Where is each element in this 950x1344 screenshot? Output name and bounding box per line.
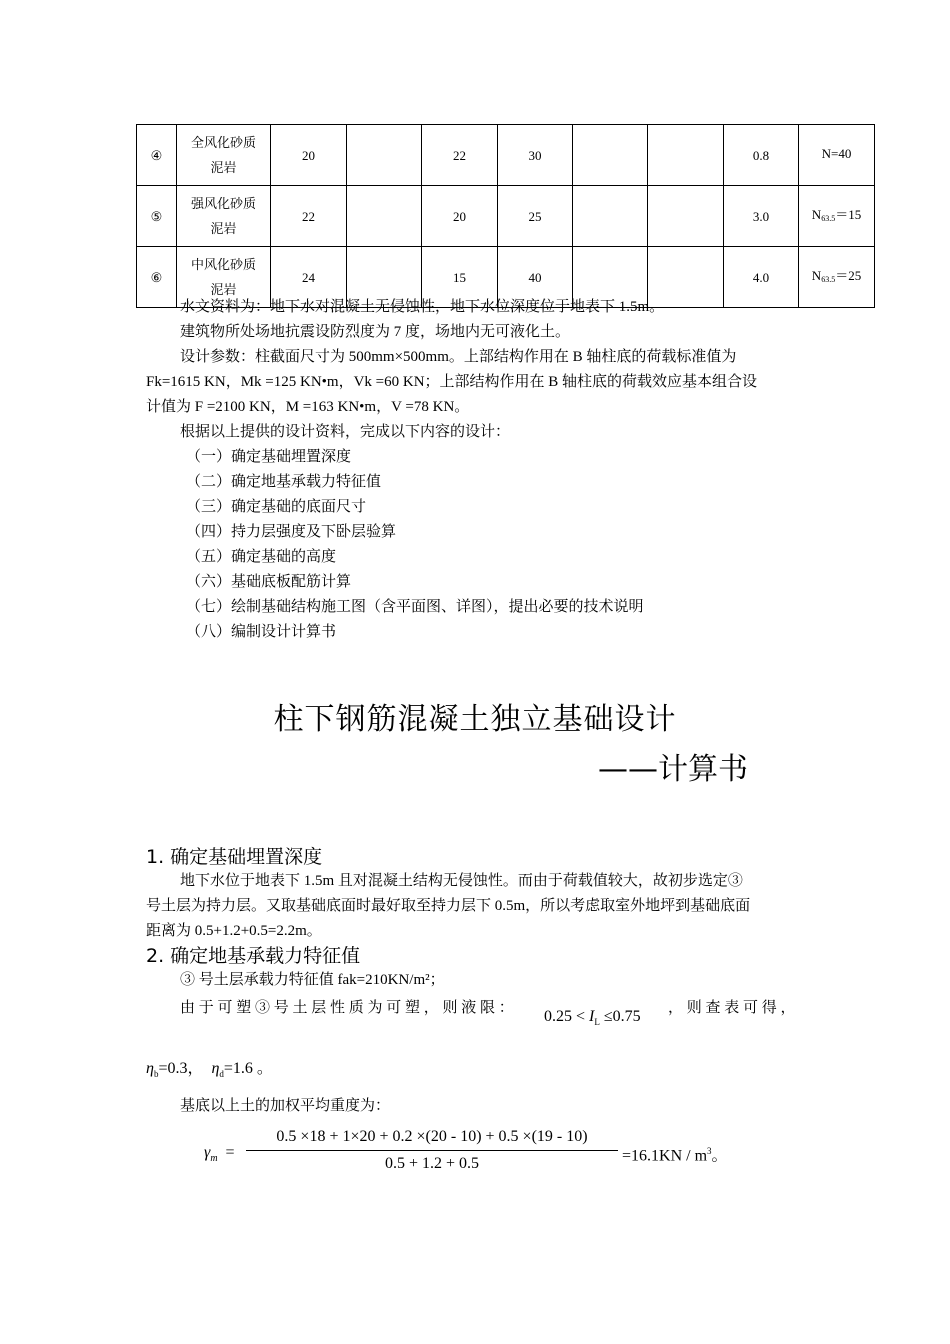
document-title: 柱下钢筋混凝土独立基础设计	[273, 702, 677, 737]
task-item: （一）确定基础埋置深度	[186, 449, 352, 465]
fraction-denominator: 0.5 + 1.2 + 0.5	[384, 1155, 480, 1172]
section-1-line-2: 号土层为持力层。又取基础底面时最好取至持力层下 0.5m，所以考虑取室外地坪到基础底面	[146, 898, 751, 914]
hydro-paragraph: 水文资料为：地下水对混凝土无侵蚀性，地下水位深度位于地表下 1.5m。	[180, 299, 665, 315]
design-params-line-1: 设计参数：柱截面尺寸为 500mm×500mm。上部结构作用在 B 轴柱底的荷载标准值为	[180, 349, 737, 365]
cell: 15	[422, 247, 498, 308]
fraction-bar	[246, 1150, 618, 1151]
cell: 22	[422, 125, 498, 186]
design-params-line-3: 计值为 F =2100 KN，M =163 KN•m，V =78 KN。	[146, 399, 470, 415]
row-number: ④	[137, 125, 177, 186]
soil-table	[136, 124, 875, 308]
task-item: （三）确定基础的底面尺寸	[186, 499, 367, 515]
task-item: （五）确定基础的高度	[186, 549, 337, 565]
plastic-suffix: ， 则 查 表 可 得 ，	[668, 1000, 796, 1016]
task-item: （七）绘制基础结构施工图（含平面图、详图），提出必要的技术说明	[186, 599, 644, 615]
cell	[648, 125, 724, 186]
cell: N=40	[799, 125, 875, 186]
cell: 4.0	[724, 247, 799, 308]
task-item: （四）持力层强度及下卧层验算	[186, 524, 397, 540]
fak-line: ③ 号土层承载力特征值 fak=210KN/m²；	[180, 972, 445, 988]
weighted-average-fraction	[246, 1126, 618, 1175]
eta-values: $\eta_b=0.3$， $\eta_d=1.6$ 。	[146, 1060, 273, 1080]
plastic-prefix: 由 于 可 塑 ③ 号 土 层 性 质 为 可 塑 ， 则 液 限 ：	[180, 1000, 514, 1016]
cell: 24	[271, 247, 347, 308]
gamma-symbol: $\gamma_m$ =	[204, 1144, 235, 1165]
section-1-line-1: 地下水位于地表下 1.5m 且对混凝土结构无侵蚀性。而由于荷载值较大，故初步选定③	[180, 873, 743, 889]
task-item: （六）基础底板配筋计算	[186, 574, 352, 590]
cell	[573, 125, 648, 186]
cell	[648, 186, 724, 247]
cell	[347, 186, 422, 247]
table-row	[137, 125, 875, 186]
cell	[347, 125, 422, 186]
section-1-line-3: 距离为 0.5+1.2+0.5=2.2m。	[146, 923, 322, 939]
soil-table-body	[137, 125, 875, 308]
cell: $N_{63.5}=25$	[799, 247, 875, 308]
soil-name: 中风化砂质 泥岩	[177, 247, 271, 308]
cell: 40	[498, 247, 573, 308]
weighted-average-result: $=16.1KN / m^3$。	[622, 1146, 728, 1165]
task-intro: 根据以上提供的设计资料，完成以下内容的设计：	[180, 424, 511, 440]
cell: 0.8	[724, 125, 799, 186]
cell: 3.0	[724, 186, 799, 247]
design-params-line-2: Fk=1615 KN，Mk =125 KN•m，Vk =60 KN；上部结构作用在 B 轴柱底的荷载效应基本组合设	[146, 374, 758, 390]
cell: 20	[271, 125, 347, 186]
task-item: （二）确定地基承载力特征值	[186, 474, 382, 490]
liquid-limit-formula: $0.25 < I_L \le 0.75$	[544, 1008, 641, 1028]
soil-name: 全风化砂质 泥岩	[177, 125, 271, 186]
seismic-paragraph: 建筑物所处场地抗震设防烈度为 7 度，场地内无可液化土。	[180, 324, 571, 340]
cell: 20	[422, 186, 498, 247]
document-subtitle: ——计算书	[598, 752, 748, 787]
soil-name: 强风化砂质 泥岩	[177, 186, 271, 247]
cell: 25	[498, 186, 573, 247]
task-item: （八）编制设计计算书	[186, 624, 337, 640]
cell: $N_{63.5}=15$	[799, 186, 875, 247]
fraction-numerator: 0.5 ×18 + 1×20 + 0.2 ×(20 - 10) + 0.5 ×(19 - 10)	[276, 1128, 588, 1145]
weight-intro: 基底以上土的加权平均重度为：	[180, 1098, 391, 1114]
section-2-heading: 2. 确定地基承载力特征值	[146, 945, 361, 967]
cell: 30	[498, 125, 573, 186]
cell	[573, 186, 648, 247]
row-number: ⑥	[137, 247, 177, 308]
cell: 22	[271, 186, 347, 247]
section-1-heading: 1. 确定基础埋置深度	[146, 846, 323, 868]
row-number: ⑤	[137, 186, 177, 247]
table-row	[137, 186, 875, 247]
